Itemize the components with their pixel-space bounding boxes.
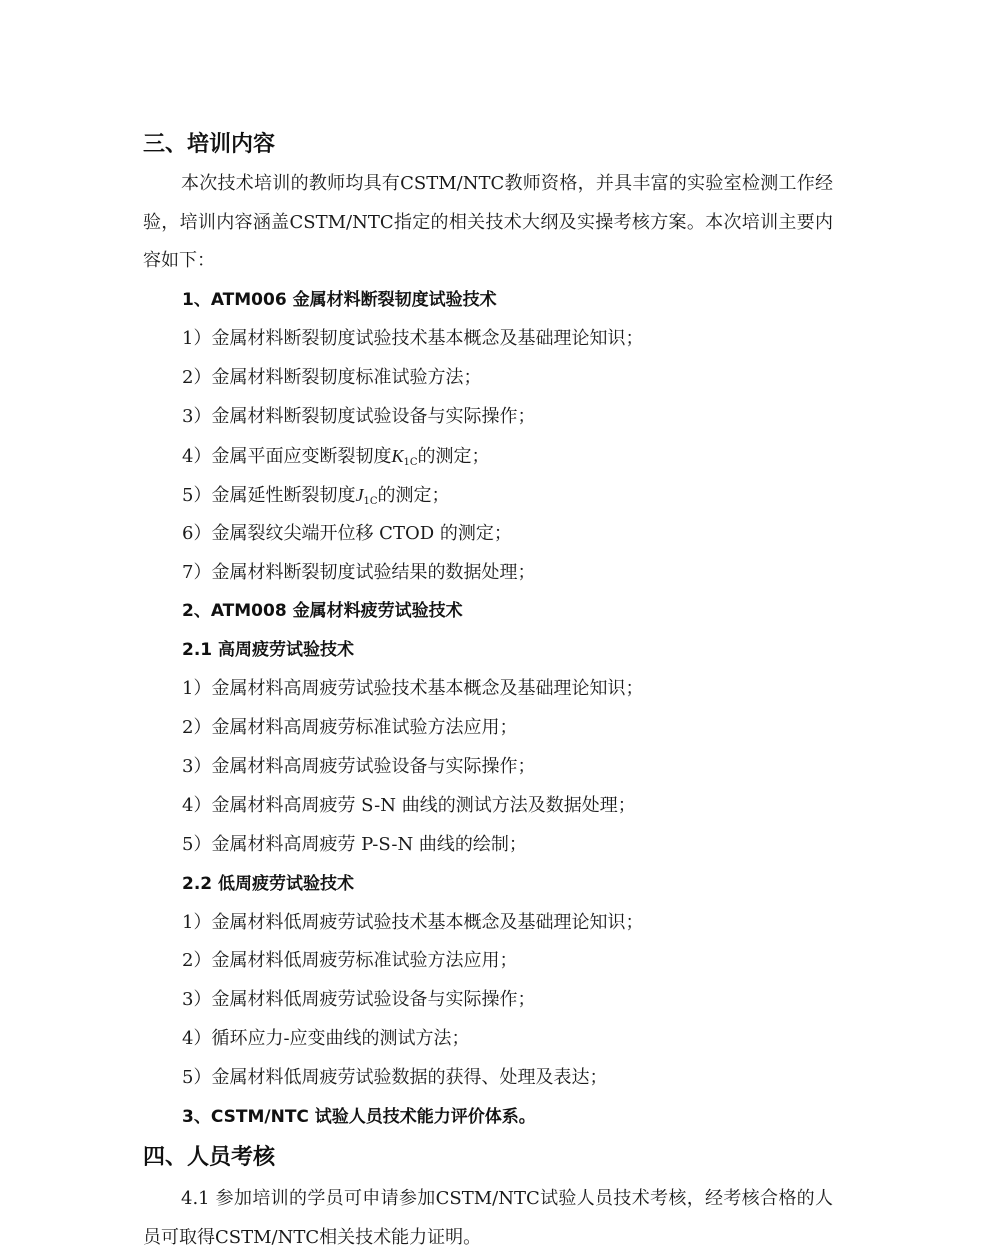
topic-1-item-1: 1）金属材料断裂韧度试验技术基本概念及基础理论知识；	[182, 328, 644, 349]
item-5-prefix: 5）金属延性断裂韧度	[182, 485, 356, 506]
topic-2-1-item-5: 5）金属材料高周疲劳 P-S-N 曲线的绘制；	[182, 834, 527, 855]
item-5-suffix: 的测定；	[377, 485, 450, 506]
section-3-intro: 本次技术培训的教师均具有CSTM/NTC教师资格，并具丰富的实验室检测工作经验，培训内容涵盖CSTM/NTC指定的相关技术大纲及实操考核方案。本次培训主要内容如下：	[143, 173, 833, 271]
topic-1-item-7: 7）金属材料断裂韧度试验结果的数据处理；	[182, 562, 536, 583]
topic-1-item-4	[182, 445, 489, 474]
topic-2-1-item-4: 4）金属材料高周疲劳 S-N 曲线的测试方法及数据处理；	[182, 795, 636, 816]
topic-3-heading: 3、CSTM/NTC 试验人员技术能力评价体系。	[182, 1107, 536, 1127]
topic-2-2-item-5: 5）金属材料低周疲劳试验数据的获得、处理及表达；	[182, 1067, 608, 1088]
topic-1-item-6: 6）金属裂纹尖端开位移 CTOD 的测定；	[182, 523, 512, 544]
topic-2-heading: 2、ATM008 金属材料疲劳试验技术	[182, 601, 463, 621]
topic-1-item-3: 3）金属材料断裂韧度试验设备与实际操作；	[182, 406, 536, 427]
topic-2-2-item-2: 2）金属材料低周疲劳标准试验方法应用；	[182, 950, 518, 971]
topic-2-1-heading: 2.1 高周疲劳试验技术	[182, 640, 355, 660]
topic-2-2-heading: 2.2 低周疲劳试验技术	[182, 874, 355, 894]
j-symbol: J	[355, 485, 364, 505]
section-4-para: 4.1 参加培训的学员可申请参加CSTM/NTC试验人员技术考核，经考核合格的人员可取得CSTM/NTC相关技术能力证明。	[143, 1188, 833, 1248]
section-3-title: 三、培训内容	[143, 132, 276, 157]
topic-2-2-item-4: 4）循环应力-应变曲线的测试方法；	[182, 1028, 470, 1049]
item-4-suffix: 的测定；	[417, 446, 490, 467]
j-subscript: 1C	[363, 496, 378, 507]
k-subscript: 1C	[403, 457, 418, 468]
topic-2-1-item-2: 2）金属材料高周疲劳标准试验方法应用；	[182, 717, 518, 738]
topic-2-2-item-3: 3）金属材料低周疲劳试验设备与实际操作；	[182, 989, 536, 1010]
k-symbol: K	[391, 446, 404, 466]
topic-1-heading: 1、ATM006 金属材料断裂韧度试验技术	[182, 290, 497, 310]
section-4-title: 四、人员考核	[143, 1145, 276, 1170]
topic-2-1-item-1: 1）金属材料高周疲劳试验技术基本概念及基础理论知识；	[182, 678, 644, 699]
topic-2-1-item-3: 3）金属材料高周疲劳试验设备与实际操作；	[182, 756, 536, 777]
item-4-prefix: 4）金属平面应变断裂韧度	[182, 446, 392, 467]
topic-2-2-item-1: 1）金属材料低周疲劳试验技术基本概念及基础理论知识；	[182, 912, 644, 933]
topic-1-item-5	[182, 484, 449, 513]
topic-1-item-2: 2）金属材料断裂韧度标准试验方法；	[182, 367, 482, 388]
